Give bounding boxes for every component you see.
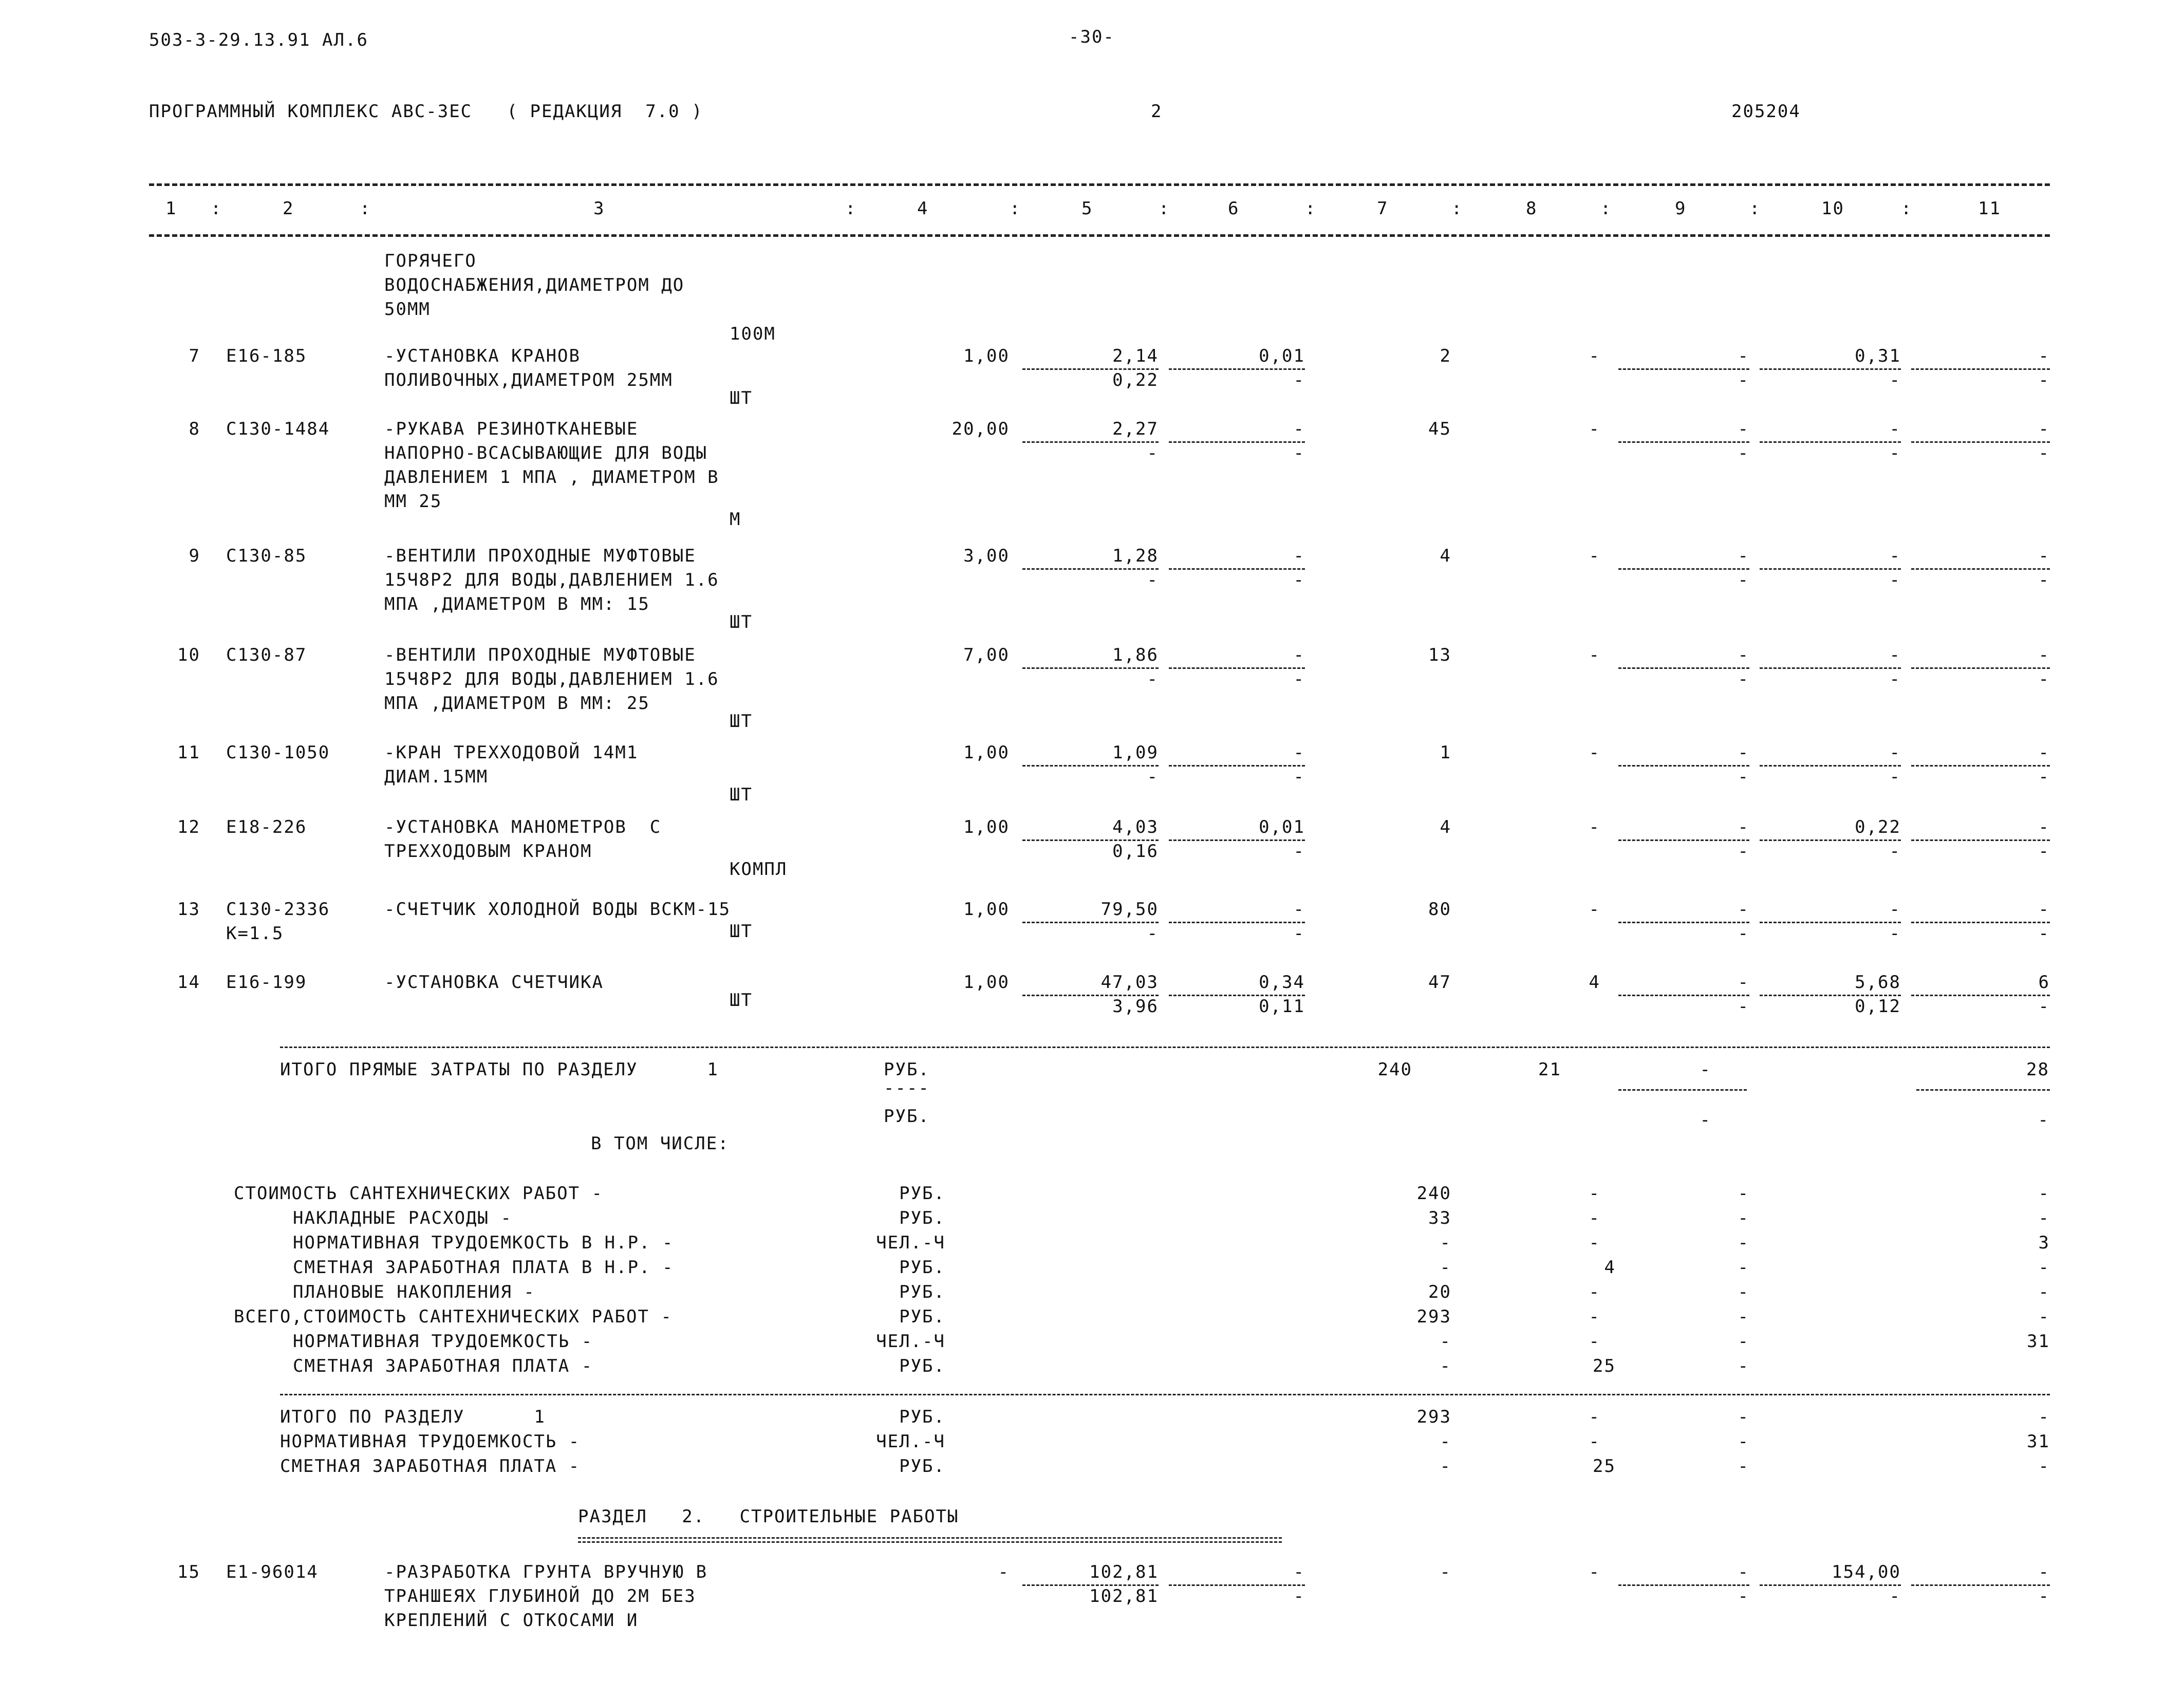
cell-col11: - [2038,817,2050,837]
cell-col5-sub: 0,16 [1112,841,1159,862]
cell-col10: - [1889,899,1901,920]
cell-col11: - [2038,1562,2050,1582]
cell-col5: 47,03 [1100,972,1159,993]
cell-col8: - [1589,1306,1600,1327]
cell-col9: - [1738,419,1749,439]
totals-rule [280,1047,2050,1048]
col-header-5: 5 [1081,198,1093,219]
summary-label: СМЕТНАЯ ЗАРАБОТНАЯ ПЛАТА В Н.Р. - [293,1257,674,1278]
description-line: МПА ,ДИАМЕТРОМ В ММ: 25 [384,693,650,714]
cell-col10-sub: - [1889,767,1901,787]
cell-col5: 1,28 [1112,546,1159,566]
row-number: 11 [177,742,200,763]
rate-code: Е16-185 [226,346,307,366]
cell-col6-sub: - [1293,669,1305,689]
cell-col5: 2,14 [1112,346,1159,366]
unit-of-measure: ШТ [730,921,753,942]
unit-of-measure: РУБ. [899,1456,945,1477]
unit-dash: ---- [884,1078,930,1098]
cell-col9: - [1738,1562,1749,1582]
cell-col8: - [1589,1208,1600,1228]
cell-col11: - [2038,899,2050,920]
cell-col10-sub: - [1889,443,1901,463]
cell-col7: 80 [1428,899,1451,920]
cell-col6: 0,34 [1259,972,1305,993]
description-line: ПОЛИВОЧНЫХ,ДИАМЕТРОМ 25ММ [384,370,673,390]
description-line: ММ 25 [384,491,442,512]
cell-col10: - [1889,645,1901,665]
cell-col9: - [1738,1282,1749,1302]
cell-col5-sub: 102,81 [1089,1586,1159,1607]
cell-col9: - [1738,1208,1749,1228]
cell-col7: 293 [1416,1306,1451,1327]
rate-code: С130-1050 [226,742,330,763]
cell-col11: - [2038,645,2050,665]
cell-rule [1916,1089,2050,1091]
cell-col5-sub: - [1147,570,1159,590]
rate-code: Е1-96014 [226,1562,319,1582]
cell-col11-sub: - [2038,570,2050,590]
description-line: МПА ,ДИАМЕТРОМ В ММ: 15 [384,594,650,614]
col-sep: : [1901,198,1913,219]
document-code: 503-3-29.13.91 АЛ.6 [149,30,368,50]
cell-col9: - [1738,346,1749,366]
cell-col11: 31 [2027,1331,2050,1352]
cell-col5-sub: 0,22 [1112,370,1159,390]
cell-col5: 79,50 [1100,899,1159,920]
description-line: -КРАН ТРЕХХОДОВОЙ 14М1 [384,742,639,763]
cell-col8: 4 [1589,972,1600,993]
description-line: -УСТАНОВКА КРАНОВ [384,346,581,366]
cell-col6: 0,01 [1259,346,1305,366]
unit-of-measure: РУБ. [899,1356,945,1376]
cell-col11: - [2038,1110,2049,1130]
section-heading: РАЗДЕЛ 2. СТРОИТЕЛЬНЫЕ РАБОТЫ [578,1506,959,1527]
cell-qty: 7,00 [963,645,1010,665]
cell-col11-sub: - [2038,767,2050,787]
cell-col5-sub: - [1147,923,1159,944]
col-header-3: 3 [593,198,605,219]
cell-col9: - [1700,1110,1711,1130]
cell-col8: - [1589,817,1600,837]
description-line: ДАВЛЕНИЕМ 1 МПА , ДИАМЕТРОМ В [384,467,719,488]
cell-col7: 2 [1440,346,1451,366]
col-header-2: 2 [283,198,294,219]
cell-col11: 6 [2038,972,2050,993]
description-line: 15Ч8Р2 ДЛЯ ВОДЫ,ДАВЛЕНИЕМ 1.6 [384,669,719,689]
unit-of-measure: ШТ [730,785,753,805]
cell-col10-sub: - [1889,570,1901,590]
row-number: 13 [177,899,200,920]
col-header-1: 1 [165,198,177,219]
cell-col11: - [2038,546,2050,566]
cell-col8: - [1589,346,1600,366]
col-sep: : [1451,198,1463,219]
col-header-8: 8 [1526,198,1538,219]
unit-of-measure: РУБ. [884,1059,930,1080]
cell-col10-sub: 0,12 [1855,996,1901,1017]
cell-col9-sub: - [1738,996,1749,1017]
description-line: КРЕПЛЕНИЙ С ОТКОСАМИ И [384,1610,639,1631]
col-header-4: 4 [917,198,929,219]
cell-col11: - [2038,1257,2050,1278]
cell-col8: 25 [1593,1356,1616,1376]
cell-qty: 20,00 [951,419,1010,439]
cell-col7: 240 [1377,1059,1412,1080]
cell-col11-sub: - [2038,923,2050,944]
cell-col10-sub: - [1889,370,1901,390]
cell-col8: - [1589,1282,1600,1302]
unit-of-measure: РУБ. [884,1106,930,1127]
row-number: 8 [189,419,200,439]
summary-label: НОРМАТИВНАЯ ТРУДОЕМКОСТЬ - [293,1331,593,1352]
cell-col9-sub: - [1738,570,1749,590]
description-line: ГОРЯЧЕГО [384,251,477,271]
description-line: -ВЕНТИЛИ ПРОХОДНЫЕ МУФТОВЫЕ [384,645,696,665]
cell-col8: - [1589,742,1600,763]
cell-col11: - [2038,346,2050,366]
summary-label: ПЛАНОВЫЕ НАКОПЛЕНИЯ - [293,1282,535,1302]
unit-of-measure: РУБ. [899,1208,945,1228]
cell-col7: 33 [1428,1208,1451,1228]
col-header-9: 9 [1675,198,1687,219]
cell-col11-sub: - [2038,1586,2050,1607]
cell-col8: - [1589,1407,1600,1427]
cell-col9-sub: - [1738,841,1749,862]
cell-col8: - [1589,1183,1600,1204]
cell-col8: - [1589,1233,1600,1253]
cell-col10-sub: - [1889,1586,1901,1607]
cell-col10-sub: - [1889,923,1901,944]
description-line: 50ММ [384,299,431,320]
col-header-7: 7 [1377,198,1389,219]
unit-of-measure: РУБ. [899,1282,945,1302]
cell-col9: - [1738,1356,1749,1376]
cell-col10: 5,68 [1855,972,1901,993]
col-sep: : [1749,198,1761,219]
cell-col9-sub: - [1738,1586,1749,1607]
cell-col9-sub: - [1738,767,1749,787]
description-line: -СЧЕТЧИК ХОЛОДНОЙ ВОДЫ ВСКМ-15 [384,899,731,920]
rate-code: Е18-226 [226,817,307,837]
unit-of-measure: РУБ. [899,1257,945,1278]
rate-code: С130-85 [226,546,307,566]
cell-col5-sub: - [1147,669,1159,689]
cell-col9: - [1738,1257,1749,1278]
cell-col10-sub: - [1889,841,1901,862]
rate-code: Е16-199 [226,972,307,993]
unit-of-measure: ШТ [730,990,753,1011]
section-heading-underline [578,1537,1282,1543]
cell-col5: 2,27 [1112,419,1159,439]
cell-qty: 3,00 [963,546,1010,566]
unit-of-measure: ЧЕЛ.-Ч [876,1431,945,1452]
unit-of-measure: 100М [730,324,776,344]
cell-col7: - [1440,1233,1451,1253]
cell-col11-sub: - [2038,841,2050,862]
description-line: -РАЗРАБОТКА ГРУНТА ВРУЧНУЮ В [384,1562,708,1582]
cell-col8: - [1589,899,1600,920]
cell-col9: - [1738,1407,1749,1427]
cell-col7: - [1440,1562,1451,1582]
description-line: ТРЕХХОДОВЫМ КРАНОМ [384,841,592,862]
document-id: 205204 [1731,101,1801,122]
description-line: -ВЕНТИЛИ ПРОХОДНЫЕ МУФТОВЫЕ [384,546,696,566]
col-sep: : [1305,198,1317,219]
cell-col9-sub: - [1738,923,1749,944]
cell-col10: - [1889,742,1901,763]
cell-col9: - [1738,1431,1749,1452]
row-number: 10 [177,645,200,665]
col-sep: : [1600,198,1612,219]
cell-col5: 1,09 [1112,742,1159,763]
cell-col7: - [1440,1257,1451,1278]
cell-col8: 4 [1604,1257,1616,1278]
summary-label: СТОИМОСТЬ САНТЕХНИЧЕСКИХ РАБОТ - [234,1183,604,1204]
cell-qty: 1,00 [963,817,1010,837]
cell-col11-sub: - [2038,443,2050,463]
cell-col7: 13 [1428,645,1451,665]
cell-col10: - [1889,546,1901,566]
cell-col6-sub: - [1293,841,1305,862]
cell-col7: 20 [1428,1282,1451,1302]
cell-col11-sub: - [2038,370,2050,390]
cell-col11: 3 [2038,1233,2050,1253]
header-top-rule [149,183,2050,186]
cell-col6: - [1293,645,1305,665]
cell-col8: - [1589,419,1600,439]
including-label: В ТОМ ЧИСЛЕ: [591,1133,730,1154]
cell-col9: - [1738,899,1749,920]
cell-col9: - [1738,1183,1749,1204]
row-number: 14 [177,972,200,993]
cell-col6-sub: - [1293,1586,1305,1607]
cell-col8: - [1589,1331,1600,1352]
unit-of-measure: М [730,509,741,530]
cell-col11: - [2038,1456,2050,1477]
description-line: ТРАНШЕЯХ ГЛУБИНОЙ ДО 2М БЕЗ [384,1586,696,1607]
row-number: 9 [189,546,200,566]
cell-col6-sub: 0,11 [1259,996,1305,1017]
cell-col9: - [1738,742,1749,763]
unit-of-measure: ШТ [730,388,753,408]
cell-col8: - [1589,546,1600,566]
cell-col5-sub: - [1147,443,1159,463]
unit-of-measure: РУБ. [899,1306,945,1327]
unit-of-measure: ЧЕЛ.-Ч [876,1331,945,1352]
summary-label: ИТОГО ПО РАЗДЕЛУ 1 [280,1407,546,1427]
sheet-number: 2 [1151,101,1163,122]
cell-col8: - [1589,645,1600,665]
col-header-10: 10 [1821,198,1844,219]
cell-col11: - [2038,1282,2050,1302]
cell-col10: 0,31 [1855,346,1901,366]
unit-of-measure: ШТ [730,711,753,732]
col-sep: : [1159,198,1170,219]
cell-col11: 28 [2026,1059,2049,1080]
section-total-rule [280,1394,2050,1395]
cell-col9: - [1738,972,1749,993]
summary-label: НОРМАТИВНАЯ ТРУДОЕМКОСТЬ - [280,1431,581,1452]
cell-col11: - [2038,1407,2050,1427]
cell-col7: - [1440,1356,1451,1376]
cell-col11: - [2038,1208,2050,1228]
description-line: ДИАМ.15ММ [384,767,489,787]
cell-col7: 47 [1428,972,1451,993]
cell-col10: 0,22 [1855,817,1901,837]
cell-col7: 293 [1416,1407,1451,1427]
cell-col7: - [1440,1456,1451,1477]
total-label: ИТОГО ПРЯМЫЕ ЗАТРАТЫ ПО РАЗДЕЛУ 1 [280,1059,719,1080]
col-sep: : [360,198,371,219]
cell-col5: 102,81 [1089,1562,1159,1582]
cell-col6-sub: - [1293,923,1305,944]
cell-col10-sub: - [1889,669,1901,689]
cell-col9: - [1738,1306,1749,1327]
cell-col11: 31 [2027,1431,2050,1452]
unit-of-measure: РУБ. [899,1407,945,1427]
cell-col6: - [1293,742,1305,763]
cell-col6-sub: - [1293,370,1305,390]
description-line: -УСТАНОВКА МАНОМЕТРОВ С [384,817,662,837]
cell-col9: - [1738,1456,1749,1477]
description-line: ВОДОСНАБЖЕНИЯ,ДИАМЕТРОМ ДО [384,275,685,295]
cell-col10: - [1889,419,1901,439]
header-bottom-rule [149,234,2050,237]
cell-col7: 45 [1428,419,1451,439]
cell-col6: - [1293,419,1305,439]
cell-col9-sub: - [1738,443,1749,463]
col-sep: : [1010,198,1021,219]
cell-rule [1618,1089,1747,1091]
col-sep: : [211,198,222,219]
col-sep: : [845,198,857,219]
cell-col8: - [1589,1562,1600,1582]
cell-qty: 1,00 [963,899,1010,920]
cell-col5-sub: - [1147,767,1159,787]
rate-code: С130-87 [226,645,307,665]
unit-of-measure: ШТ [730,612,753,632]
program-title: ПРОГРАММНЫЙ КОМПЛЕКС АВС-3ЕС ( РЕДАКЦИЯ 7.0 ) [149,101,703,122]
cell-col5: 4,03 [1112,817,1159,837]
cell-col5: 1,86 [1112,645,1159,665]
cell-col7: - [1440,1431,1451,1452]
col-header-11: 11 [1978,198,2001,219]
rate-code: С130-2336 [226,899,330,920]
row-number: 12 [177,817,200,837]
description-line: -УСТАНОВКА СЧЕТЧИКА [384,972,604,993]
cell-col11-sub: - [2038,996,2050,1017]
cell-qty: 1,00 [963,346,1010,366]
cell-col8: 25 [1593,1456,1616,1477]
summary-label: НОРМАТИВНАЯ ТРУДОЕМКОСТЬ В Н.Р. - [293,1233,674,1253]
cell-col7: 1 [1440,742,1451,763]
cell-col7: - [1440,1331,1451,1352]
cell-col9: - [1738,546,1749,566]
unit-of-measure: ЧЕЛ.-Ч [876,1233,945,1253]
row-number: 7 [189,346,200,366]
summary-label: ВСЕГО,СТОИМОСТЬ САНТЕХНИЧЕСКИХ РАБОТ - [234,1306,673,1327]
description-line: НАПОРНО-ВСАСЫВАЮЩИЕ ДЛЯ ВОДЫ [384,443,708,463]
cell-qty: 1,00 [963,742,1010,763]
cell-col9: - [1738,1233,1749,1253]
cell-col8: 21 [1538,1059,1561,1080]
summary-label: СМЕТНАЯ ЗАРАБОТНАЯ ПЛАТА - [293,1356,593,1376]
cell-col6-sub: - [1293,443,1305,463]
cell-col9: - [1738,1331,1749,1352]
cell-col5-sub: 3,96 [1112,996,1159,1017]
cell-col8: - [1589,1431,1600,1452]
cell-col6: - [1293,899,1305,920]
cell-qty: 1,00 [963,972,1010,993]
cell-col11: - [2038,1183,2050,1204]
cell-col7: 4 [1440,546,1451,566]
rate-coefficient: К=1.5 [226,923,284,944]
col-header-6: 6 [1228,198,1240,219]
cell-col11: - [2038,742,2050,763]
cell-col9-sub: - [1738,370,1749,390]
description-line: 15Ч8Р2 ДЛЯ ВОДЫ,ДАВЛЕНИЕМ 1.6 [384,570,719,590]
cell-col9: - [1700,1059,1711,1080]
cell-col9: - [1738,817,1749,837]
summary-label: НАКЛАДНЫЕ РАСХОДЫ - [293,1208,512,1228]
summary-label: СМЕТНАЯ ЗАРАБОТНАЯ ПЛАТА - [280,1456,581,1477]
cell-col6: - [1293,1562,1305,1582]
cell-col11-sub: - [2038,669,2050,689]
page-number: -30- [1069,27,1115,47]
cell-col6-sub: - [1293,570,1305,590]
unit-of-measure: КОМПЛ [730,859,788,880]
cell-qty: - [998,1562,1010,1582]
description-line: -РУКАВА РЕЗИНОТКАНЕВЫЕ [384,419,639,439]
cell-col7: 4 [1440,817,1451,837]
rate-code: С130-1484 [226,419,330,439]
cell-col7: 240 [1416,1183,1451,1204]
cell-col6: - [1293,546,1305,566]
unit-of-measure: РУБ. [899,1183,945,1204]
row-number: 15 [177,1562,200,1582]
cell-col11: - [2038,419,2050,439]
cell-col11: - [2038,1306,2050,1327]
cell-col9: - [1738,645,1749,665]
cell-col10: 154,00 [1832,1562,1901,1582]
cell-col9-sub: - [1738,669,1749,689]
cell-col6-sub: - [1293,767,1305,787]
cell-col6: 0,01 [1259,817,1305,837]
